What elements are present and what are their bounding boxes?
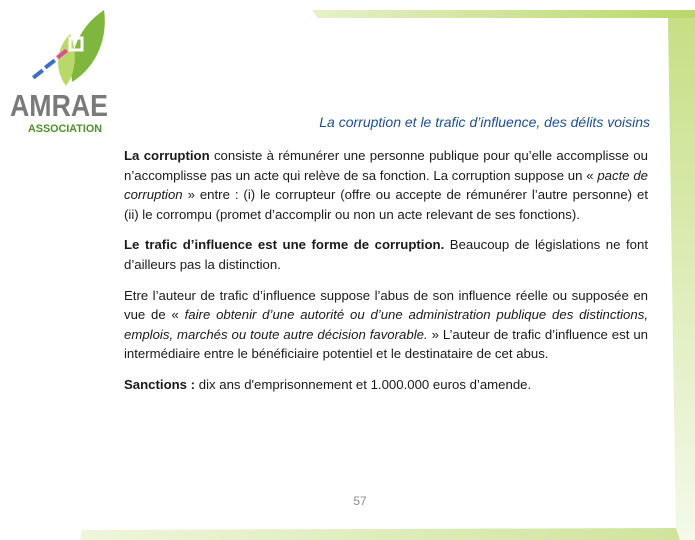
paragraph-corruption (124, 146, 648, 224)
p1-text-2: » entre : (i) le corrupteur (offre ou accepte de rémunérer l’autre personne) et (ii) le corrompu (promet d’accomplir ou non un acte relevant de ses fonctions). (124, 187, 648, 222)
p1-emphasis: pacte de corruption (124, 167, 648, 203)
logo-subtitle: ASSOCIATION (28, 123, 103, 135)
p1-text-1: consiste à rémunérer une personne publique pour qu’elle accomplisse ou n’accomplisse pas un acte qui relève de sa fonction. La corruption suppose un « (124, 148, 648, 183)
p2-text-1: Beaucoup de législations ne font d’ailleurs pas la distinction. (124, 237, 648, 272)
slide-body (124, 146, 648, 406)
page-number: 57 (353, 494, 367, 508)
slide-title: La corruption et le trafic d’influence, des délits voisins (319, 114, 650, 130)
frame-right-band (668, 18, 695, 540)
frame-bottom-band (80, 528, 680, 540)
paragraph-trafic-influence (124, 235, 648, 274)
frame-top-band (312, 10, 695, 18)
term-sanctions: Sanctions : (124, 376, 196, 392)
leaf-large (71, 10, 105, 82)
p3-emphasis: faire obtenir d’une autorité ou d’une administration publique des distinctions, emplois, marchés ou toute autre décision favorable. (124, 307, 648, 342)
logo-dash-3 (32, 69, 44, 80)
paragraph-sanctions (124, 375, 648, 395)
paragraph-auteur (124, 286, 648, 364)
p4-text-1: dix ans d'emprisonnement et 1.000.000 euros d’amende. (195, 376, 532, 392)
term-trafic-influence: Le trafic d’influence est une forme de corruption. (124, 237, 445, 253)
p3-text-2: » L’auteur de trafic d’influence est un intermédiaire entre le bénéficiaire potentiel et le destinataire de cet abus. (124, 326, 648, 362)
logo-brand: AMRAE (10, 88, 108, 123)
term-corruption: La corruption (124, 148, 210, 163)
p3-text-1: Etre l’auteur de trafic d’influence suppose l’abus de son influence réelle ou supposée en vue de « (124, 287, 648, 323)
amrae-logo (8, 8, 110, 140)
logo-dash-2 (44, 59, 56, 70)
